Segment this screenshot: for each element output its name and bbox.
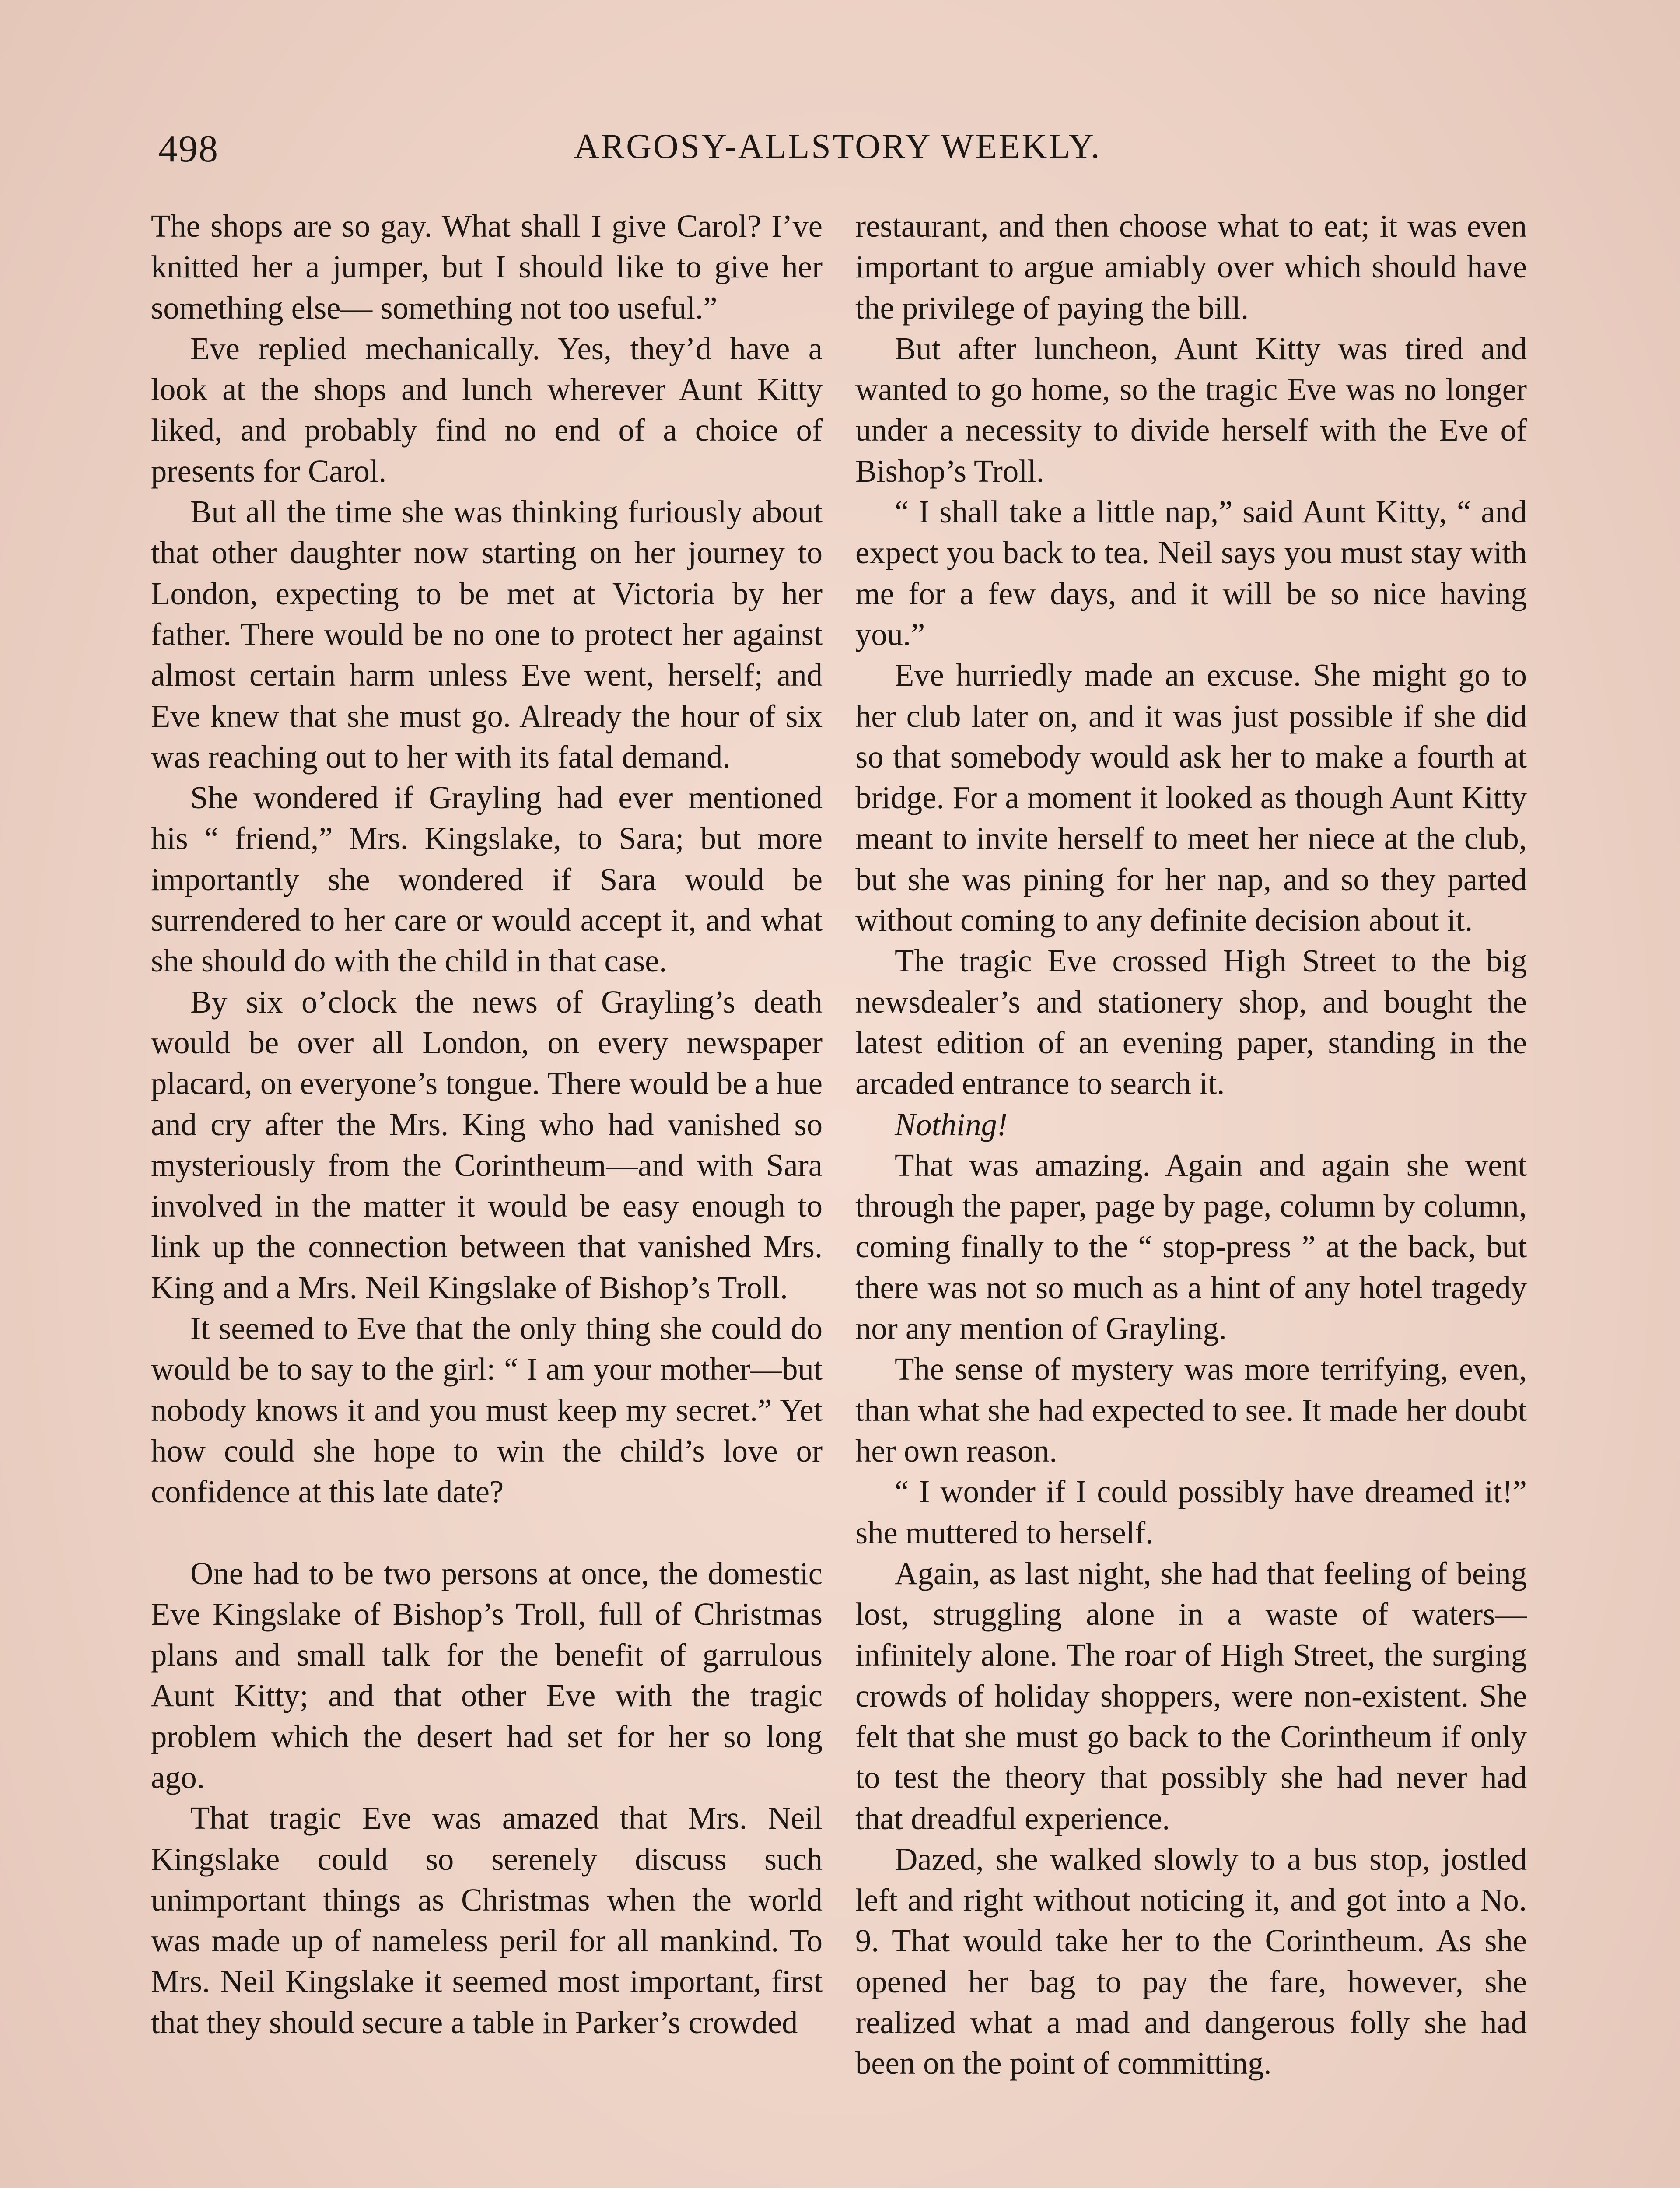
paragraph: But all the time she was thinking furiously about that other daughter now starting on her journey to London, expecting to be met at Victoria by her father. There would be no one to protect her against almost certain harm unless Eve went, herself; and Eve knew that she must go. Already the hour of six was reaching out to her with its fatal demand. xyxy=(151,494,822,775)
paragraph: Eve replied mechanically. Yes, they’d have a look at the shops and lunch wherever Aunt Kitty liked, and probably find no end of a choice of presents for Carol. xyxy=(151,330,822,489)
paragraph: The sense of mystery was more terrifying, even, than what she had expected to see. It made her doubt her own reason. xyxy=(855,1351,1527,1469)
paragraph-exclamation: Nothing! xyxy=(895,1106,1008,1142)
paragraph: “ I wonder if I could possibly have dreamed it!” she muttered to herself. xyxy=(855,1474,1527,1550)
paragraph: That was amazing. Again and again she went through the paper, page by page, column by column, coming finally to the “ stop-press ” at the back, but there was not so much as a hint of any hotel tragedy nor any mention of Grayling. xyxy=(855,1147,1527,1346)
right-column xyxy=(855,206,1527,2084)
paragraph: One had to be two persons at once, the domestic Eve Kingslake of Bishop’s Troll, full of Christmas plans and small talk for the benefit of garrulous Aunt Kitty; and that other Eve with the tragic problem which the desert had set for her so long ago. xyxy=(151,1555,822,1795)
left-column xyxy=(151,206,822,2043)
paragraph: Again, as last night, she had that feeling of being lost, struggling alone in a waste of waters—infinitely alone. The roar of High Street, the surging crowds of holiday shoppers, were non-existent. She felt that she must go back to the Corintheum if only to test the theory that possibly she had never had that dreadful experience. xyxy=(855,1555,1527,1836)
page-number: 498 xyxy=(158,128,219,170)
page-header xyxy=(158,127,1536,184)
paragraph-continued: restaurant, and then choose what to eat; it was even important to argue amiably over which should have the privilege of paying the bill. xyxy=(855,208,1527,326)
paragraph: Dazed, she walked slowly to a bus stop, jostled left and right without noticing it, and got into a No. 9. That would take her to the Corintheum. As she opened her bag to pay the fare, however, she realized what a mad and dangerous folly she had been on the point of committing. xyxy=(855,1841,1527,2081)
paragraph: Eve hurriedly made an excuse. She might go to her club later on, and it was just possible if she did so that somebody would ask her to make a fourth at bridge. For a moment it looked as though Aunt Kitty meant to invite herself to meet her niece at the club, but she was pining for her nap, and so they parted without coming to any definite decision about it. xyxy=(855,657,1527,938)
paragraph: The tragic Eve crossed High Street to the big newsdealer’s and stationery shop, and bought the latest edition of an evening paper, standing in the arcaded entrance to search it. xyxy=(855,943,1527,1101)
paragraph: She wondered if Grayling had ever mentioned his “ friend,” Mrs. Kingslake, to Sara; but more importantly she wondered if Sara would be surrendered to her care or would accept it, and what she should do with the child in that case. xyxy=(151,780,822,979)
paragraph: By six o’clock the news of Grayling’s death would be over all London, on every newspaper placard, on everyone’s tongue. There would be a hue and cry after the Mrs. King who had vanished so mysteriously from the Corintheum—and with Sara involved in the matter it would be easy enough to link up the connection between that vanished Mrs. King and a Mrs. Neil Kingslake of Bishop’s Troll. xyxy=(151,984,822,1305)
running-head: ARGOSY-ALLSTORY WEEKLY. xyxy=(574,127,1102,166)
paragraph: But after luncheon, Aunt Kitty was tired and wanted to go home, so the tragic Eve was no longer under a necessity to divide herself with the Eve of Bishop’s Troll. xyxy=(855,330,1527,489)
paragraph-continued: The shops are so gay. What shall I give Carol? I’ve knitted her a jumper, but I should like to give her something else— something not too useful.” xyxy=(151,208,822,326)
paragraph: It seemed to Eve that the only thing she could do would be to say to the girl: “ I am your mother—but nobody knows it and you must keep my secret.” Yet how could she hope to win the child’s love or confidence at this late date? xyxy=(151,1311,822,1510)
section-break xyxy=(151,1512,822,1553)
paragraph: That tragic Eve was amazed that Mrs. Neil Kingslake could so serenely discuss such unimportant things as Christmas when the world was made up of nameless peril for all mankind. To Mrs. Neil Kingslake it seemed most important, first that they should secure a table in Parker’s crowded xyxy=(151,1800,822,2040)
paragraph: “ I shall take a little nap,” said Aunt Kitty, “ and expect you back to tea. Neil says you must stay with me for a few days, and it will be so nice having you.” xyxy=(855,494,1527,652)
